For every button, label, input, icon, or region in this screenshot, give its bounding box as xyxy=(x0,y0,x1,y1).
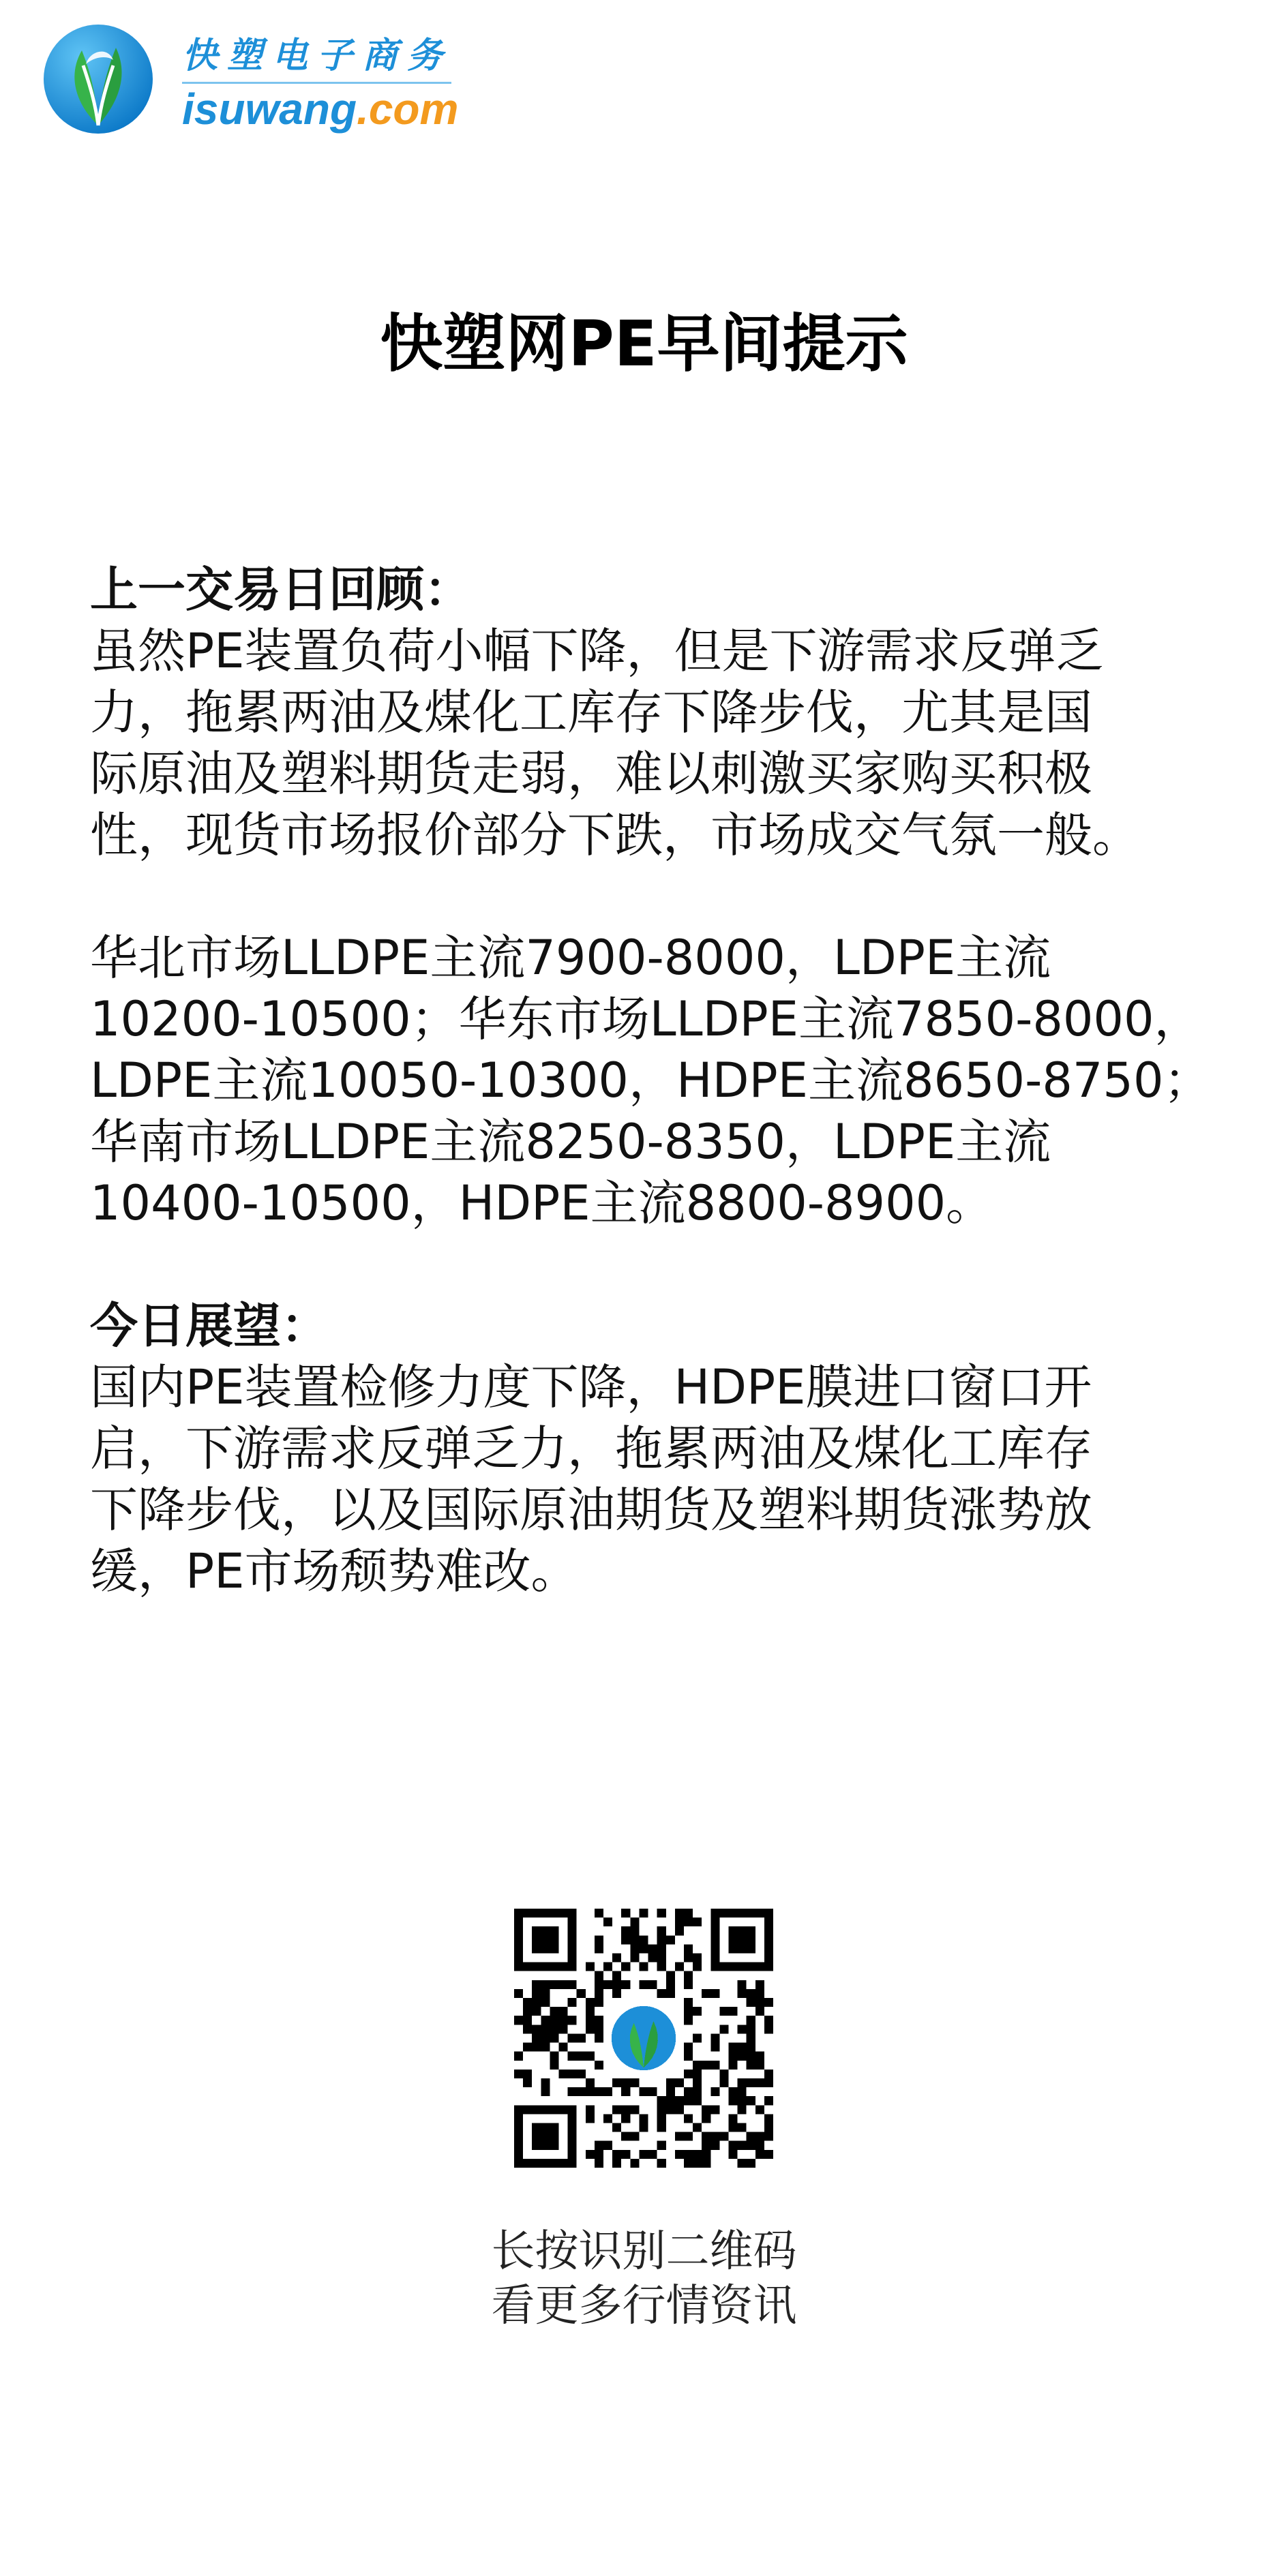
paragraph-spacer xyxy=(90,1234,1242,1295)
page-title: 快塑网PE早间提示 xyxy=(380,307,908,380)
logo-domain-main: isuwang xyxy=(182,85,357,134)
review-heading: 上一交易日回顾： xyxy=(90,562,472,618)
isuwang-leaf-logo-icon xyxy=(42,23,154,135)
logo-divider xyxy=(182,82,451,84)
review-prices: 华北市场LLDPE主流7900-8000，LDPE主流 10200-10500；华东市场LLDPE主流7850-8000， LDPE主流10050-10300，HDPE主流8650-8750； 华南市场LLDPE主流8250-8350，LDPE主流 10400-10500，HDPE主流8800-8900。 xyxy=(90,930,1212,1231)
outlook-text: 国内PE装置检修力度下降，HDPE膜进口窗口开 启，下游需求反弹乏力，拖累两油及煤化工库存 下降步伐，以及国际原油期货及塑料期货涨势放 缓，PE市场颓势难改。 xyxy=(90,1359,1092,1599)
article-body xyxy=(90,559,1242,1602)
paragraph-spacer xyxy=(90,866,1242,927)
qr-code[interactable] xyxy=(514,1909,773,2168)
logo-chinese-name: 快塑电子商务 xyxy=(182,35,453,76)
qr-code-icon xyxy=(514,1909,773,2168)
qr-caption xyxy=(0,2224,1288,2333)
qr-caption-line1: 长按识别二维码 xyxy=(491,2226,797,2277)
qr-caption-line2: 看更多行情资讯 xyxy=(491,2281,797,2331)
logo-domain xyxy=(182,85,459,134)
logo-domain-tld: .com xyxy=(357,85,459,134)
outlook-heading: 今日展望： xyxy=(90,1298,329,1354)
review-summary: 虽然PE装置负荷小幅下降，但是下游需求反弹乏 力，拖累两油及煤化工库存下降步伐，尤其是国 际原油及塑料期货走弱，难以刺激买家购买积极 性，现货市场报价部分下跌，市场成交气氛一般。 xyxy=(90,623,1140,863)
brand-logo xyxy=(42,23,465,139)
